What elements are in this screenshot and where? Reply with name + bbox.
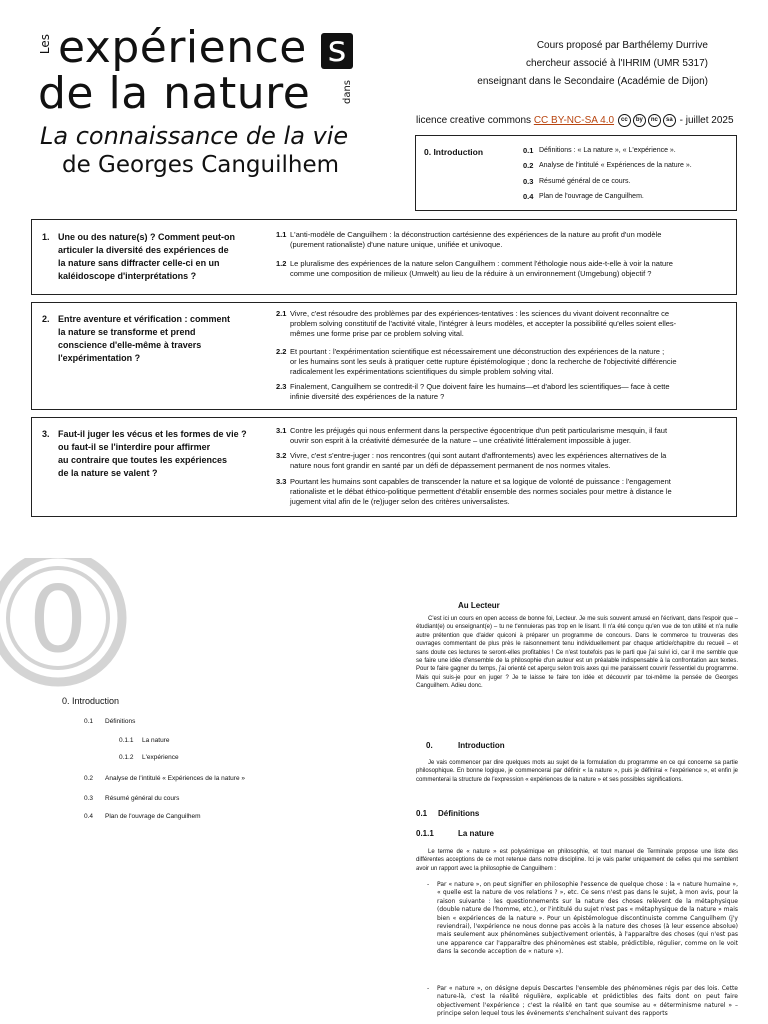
toc-text: La nature bbox=[142, 737, 170, 744]
section-num: 1. bbox=[42, 232, 50, 242]
nature-bullet: Par « nature », on peut signifier en philosophie l'essence de quelque chose : la « nature humaine », « quelle est la nature de vos relations ? », etc. Ce sens n'est pas dans le sujet, à mon avis, pour la raison suivante : les questionnements sur la nature des choses relèvent de la métaphysique (double nature de l'homme, etc.), or l'intitulé du sujet n'est pas « métaphysique de la nature » mais bien « expériences de la nature ». Pour un épistémologue discontinuiste comme Canguilhem (j'y reviendrai), l'expérience ne nous donne pas accès à la nature des choses (à leur essence absolue) mais seulement aux phénomènes subjectivement orientés, à l'apparaître des choses (qui n'est pas une apparence car l'apparaître des phénomènes est stable, prédictible, régulier, comme on le voit dans la seconde acception de « nature »). bbox=[437, 881, 738, 956]
toc-entry[interactable] bbox=[84, 813, 201, 820]
item-num: 1.1 bbox=[276, 230, 287, 239]
item-line: Et pourtant : l'expérimentation scientifique est nécessairement une déconstruction des expériences de la nature ; bbox=[290, 347, 665, 356]
toc-num: 0.2 bbox=[84, 775, 94, 782]
sa-icon: sa bbox=[663, 114, 676, 127]
item-text bbox=[290, 477, 672, 507]
item-line: Pourtant les humains sont capables de transcender la nature et sa logique de volonté de puissance : l'engagement bbox=[290, 477, 671, 486]
item-line: Le pluralisme des expériences de la nature selon Canguilhem : comment l'éthologie nous aide-t-elle à voir la nature bbox=[290, 259, 673, 268]
item-line: L'anti-modèle de Canguilhem : la déconstruction cartésienne des expériences de la nature au profit d'un modèle bbox=[290, 230, 662, 239]
title-boxed-s: s bbox=[321, 33, 353, 69]
item-line: Contre les préjugés qui nous enferment dans la perspective égocentrique d'un petit particularisme mesquin, il faut bbox=[290, 426, 668, 435]
question-line: de la nature se valent ? bbox=[58, 468, 158, 478]
section-2-question bbox=[42, 313, 262, 365]
intro-item-text: Définitions : « La nature », « L'expérience ». bbox=[539, 147, 676, 154]
item-line: (purement rationaliste) d'une nature unique, unifiée et univoque. bbox=[290, 240, 503, 249]
item-num: 3.3 bbox=[276, 477, 287, 486]
nature-heading-num: 0.1.1 bbox=[416, 829, 434, 838]
nc-icon: nc bbox=[648, 114, 661, 127]
toc-entry[interactable] bbox=[84, 795, 180, 802]
author-line3: enseignant dans le Secondaire (Académie de Dijon) bbox=[477, 76, 708, 87]
question-line: Une ou des nature(s) ? Comment peut-on bbox=[58, 232, 236, 242]
question-line: ou faut-il se l'interdire pour affirmer bbox=[58, 442, 211, 452]
section-num: 2. bbox=[42, 314, 50, 324]
nature-bullet: Par « nature », on désigne depuis Descartes l'ensemble des phénomènes régis par des lois. Cette nature-là, c'est la réalité régulière, explicable et prédictibles des faits dont on peut faire objectivement l'expérience ; c'est la réalité en tant que soumise au « déterminisme naturel » – principe selon lequel tous les événements s'enchaînent suivant des rapports bbox=[437, 985, 738, 1018]
definitions-heading-num: 0.1 bbox=[416, 809, 428, 818]
toc-text: L'expérience bbox=[142, 754, 179, 761]
intro-heading-title: Introduction bbox=[458, 741, 505, 750]
title-line1 bbox=[58, 22, 307, 73]
author-line1: Cours proposé par Barthélemy Durrive bbox=[536, 40, 708, 51]
item-text bbox=[290, 451, 666, 471]
toc-text: Plan de l'ouvrage de Canguilhem bbox=[105, 813, 201, 820]
reader-text: C'est ici un cours en open access de bonne foi, Lecteur. Je me suis souvent amusé en l'écrivant, dans l'espoir que – étudiant(e) ou enseignant(e) – tu ne t'ennuieras pas trop en le lisant. Il n'a été conçu qu'en vue de ton utilité et n'a nulle autre prétention que d'aider quiconi à préparer un programme de concours. Dans le commerce tu trouveras des ouvrages commentant de plus près le raisonnement tenu individuellement par chaque article/chapitre du recueil – et sans doute ces lectures te seront-elles profitables ! Ce n'est toutefois pas le parti que j'ai suivi ici, car il me semble que se faire une idée d'ensemble de la philosophie d'un auteur est un préalable indispensable à la confrontation aux textes. Pour te faire gagner du temps, j'ai orienté cet aperçu selon trois axes qui me paraissent couvrir l'essentiel du programme. Mais qui suis-je pour en juger ? Je te laisse te faire ton idée et découvrir par toi-même la pensée de Georges Canguilhem. Adieu donc. bbox=[416, 616, 738, 690]
item-num: 2.3 bbox=[276, 382, 287, 391]
item-line: nature nous font grandir en santé par un défi de dépassement permanent de nos normes vitales. bbox=[290, 461, 611, 470]
by-icon: by bbox=[633, 114, 646, 127]
item-line: Finalement, Canguilhem se contredit-il ? Que doivent faire les humains—et d'abord les scientifiques— face à cette bbox=[290, 382, 670, 391]
toc-entry[interactable] bbox=[84, 775, 245, 782]
definitions-heading-title: Définitions bbox=[438, 809, 480, 818]
toc-num: 0.1 bbox=[84, 718, 94, 725]
toc-title[interactable]: 0. Introduction bbox=[62, 696, 120, 706]
toc-num: 0.3 bbox=[84, 795, 94, 802]
toc-text: Définitions bbox=[105, 718, 136, 725]
section-3-box bbox=[31, 417, 737, 517]
title-dans: dans bbox=[342, 80, 353, 105]
item-line: rationaliste et le débat éthico-politique permettent d'établir ensemble des normes sociales pour mettre à distance le bbox=[290, 487, 672, 496]
question-line: au contraire que toutes les expériences bbox=[58, 455, 228, 465]
question-line: Entre aventure et vérification : comment bbox=[58, 314, 231, 324]
item-line: jugement vital afin de le (re)juger selon des critères universalistes. bbox=[290, 497, 510, 506]
intro-item-text: Plan de l'ouvrage de Canguilhem. bbox=[539, 193, 644, 200]
item-line: Vivre, c'est s'entre-juger : nos rencontres (qui sont autant d'affrontements) avec les expériences alternatives de la bbox=[290, 451, 667, 460]
section-num: 3. bbox=[42, 429, 50, 439]
section-3-question bbox=[42, 428, 262, 480]
subtitle-italic: La connaissance de la vie bbox=[40, 122, 349, 150]
cc-icon: cc bbox=[618, 114, 631, 127]
reader-heading: Au Lecteur bbox=[458, 601, 500, 610]
item-num: 2.1 bbox=[276, 309, 287, 318]
section-1-question bbox=[42, 231, 262, 283]
intro-item-text: Résumé général de ce cours. bbox=[539, 178, 631, 185]
intro-box bbox=[415, 135, 737, 211]
item-num: 2.2 bbox=[276, 347, 287, 356]
item-line: or les humains sont les seuls à pratiquer cette rupture épistémologique ; donc la recherche de l'objectivité différencie bbox=[290, 357, 677, 366]
item-text bbox=[290, 230, 661, 250]
toc-entry[interactable] bbox=[119, 754, 179, 761]
section-2-box bbox=[31, 302, 737, 410]
section-1-box bbox=[31, 219, 737, 295]
license-link[interactable]: CC BY-NC-SA 4.0 bbox=[533, 115, 615, 127]
item-text bbox=[290, 259, 673, 279]
item-line: comme une composition de milieux (Umwelt) au lieu de la réduire à un environnement (Umgebung) objectif ? bbox=[290, 269, 652, 278]
intro-item-text: Analyse de l'intitulé « Expériences de la nature ». bbox=[539, 162, 692, 169]
item-line: Vivre, c'est résoudre des problèmes par des expériences-tentatives : les sciences du vivant doivent reconnaître ce bbox=[290, 309, 669, 318]
intro-text: Je vais commencer par dire quelques mots au sujet de la formulation du programme en ce qui concerne sa partie philosophique. En bonne logique, je commencerai par définir « la nature », puis je définirai « l'expérience », et enfin je commenterai la structure de l'expression « expériences de la nature » et ses possibles significations. bbox=[416, 760, 738, 783]
question-line: conscience d'elle-même à travers bbox=[58, 340, 202, 350]
title-les: Les bbox=[38, 34, 52, 55]
question-line: la nature sans diffracter celle-ci en un bbox=[58, 258, 220, 268]
question-line: Faut-il juger les vécus et les formes de vie ? bbox=[58, 429, 247, 439]
chapter-numeral bbox=[0, 558, 130, 688]
author-line2: chercheur associé à l'IHRIM (UMR 5317) bbox=[526, 58, 708, 69]
question-line: kaléidoscope d'interprétations ? bbox=[58, 271, 197, 281]
title-line2: de la nature bbox=[38, 68, 311, 119]
intro-item-num: 0.4 bbox=[523, 192, 534, 201]
intro-item-num: 0.1 bbox=[523, 146, 534, 155]
item-text bbox=[290, 309, 676, 339]
intro-item-num: 0.2 bbox=[523, 161, 534, 170]
toc-num: 0.4 bbox=[84, 813, 94, 820]
chapter-numeral-text: 0 bbox=[28, 566, 88, 673]
toc-entry[interactable] bbox=[119, 737, 170, 744]
toc-entry[interactable] bbox=[84, 718, 136, 725]
item-line: radicalement les expérimentations scientifiques du simple problem solving vital. bbox=[290, 367, 554, 376]
subtitle: de Georges Canguilhem bbox=[62, 152, 340, 178]
title-line1-text: expérience bbox=[58, 22, 307, 73]
license-date: - juillet 2025 bbox=[679, 115, 734, 127]
item-num: 3.1 bbox=[276, 426, 287, 435]
license-line bbox=[416, 114, 734, 127]
question-line: l'expérimentation ? bbox=[58, 353, 141, 363]
toc-num: 0.1.1 bbox=[119, 737, 134, 744]
intro-box-title: 0. Introduction bbox=[424, 147, 484, 157]
item-text bbox=[290, 426, 667, 446]
item-line: infinie diversité des expériences de la nature ? bbox=[290, 392, 445, 401]
toc-num: 0.1.2 bbox=[119, 754, 134, 761]
nature-text: Le terme de « nature » est polysémique en philosophie, et tout manuel de Terminale propose une liste des différentes acceptions de ce mot retenue dans notre discipline. Ici je vais parler uniquement de celles qui me semblent avoir un rapport avec la philosophie de Canguilhem : bbox=[416, 849, 738, 872]
item-text bbox=[290, 382, 670, 402]
toc-text: Analyse de l'intitulé « Expériences de la nature » bbox=[105, 775, 245, 782]
item-line: ouvrir son esprit à la créativité démesurée de la nature – une créativité littéralement impossible à juger. bbox=[290, 436, 632, 445]
license-prefix: licence creative commons bbox=[416, 115, 532, 127]
nature-heading-title: La nature bbox=[458, 829, 495, 838]
question-line: articuler la diversité des expériences de bbox=[58, 245, 229, 255]
item-line: mêmes une forme prise par ce problem solving vital. bbox=[290, 329, 464, 338]
question-line: la nature se transforme et prend bbox=[58, 327, 196, 337]
intro-heading-num: 0. bbox=[426, 741, 433, 750]
bullet-marker: - bbox=[427, 985, 430, 992]
item-line: problem solving constitutif de l'activité vitale, l'intégrer à leurs modèles, et accepter la possibilité qu'elles soient elles- bbox=[290, 319, 677, 328]
item-text bbox=[290, 347, 677, 377]
toc-text: Résumé général du cours bbox=[105, 795, 180, 802]
intro-item-num: 0.3 bbox=[523, 177, 534, 186]
bullet-marker: - bbox=[427, 881, 430, 888]
item-num: 1.2 bbox=[276, 259, 287, 268]
item-num: 3.2 bbox=[276, 451, 287, 460]
